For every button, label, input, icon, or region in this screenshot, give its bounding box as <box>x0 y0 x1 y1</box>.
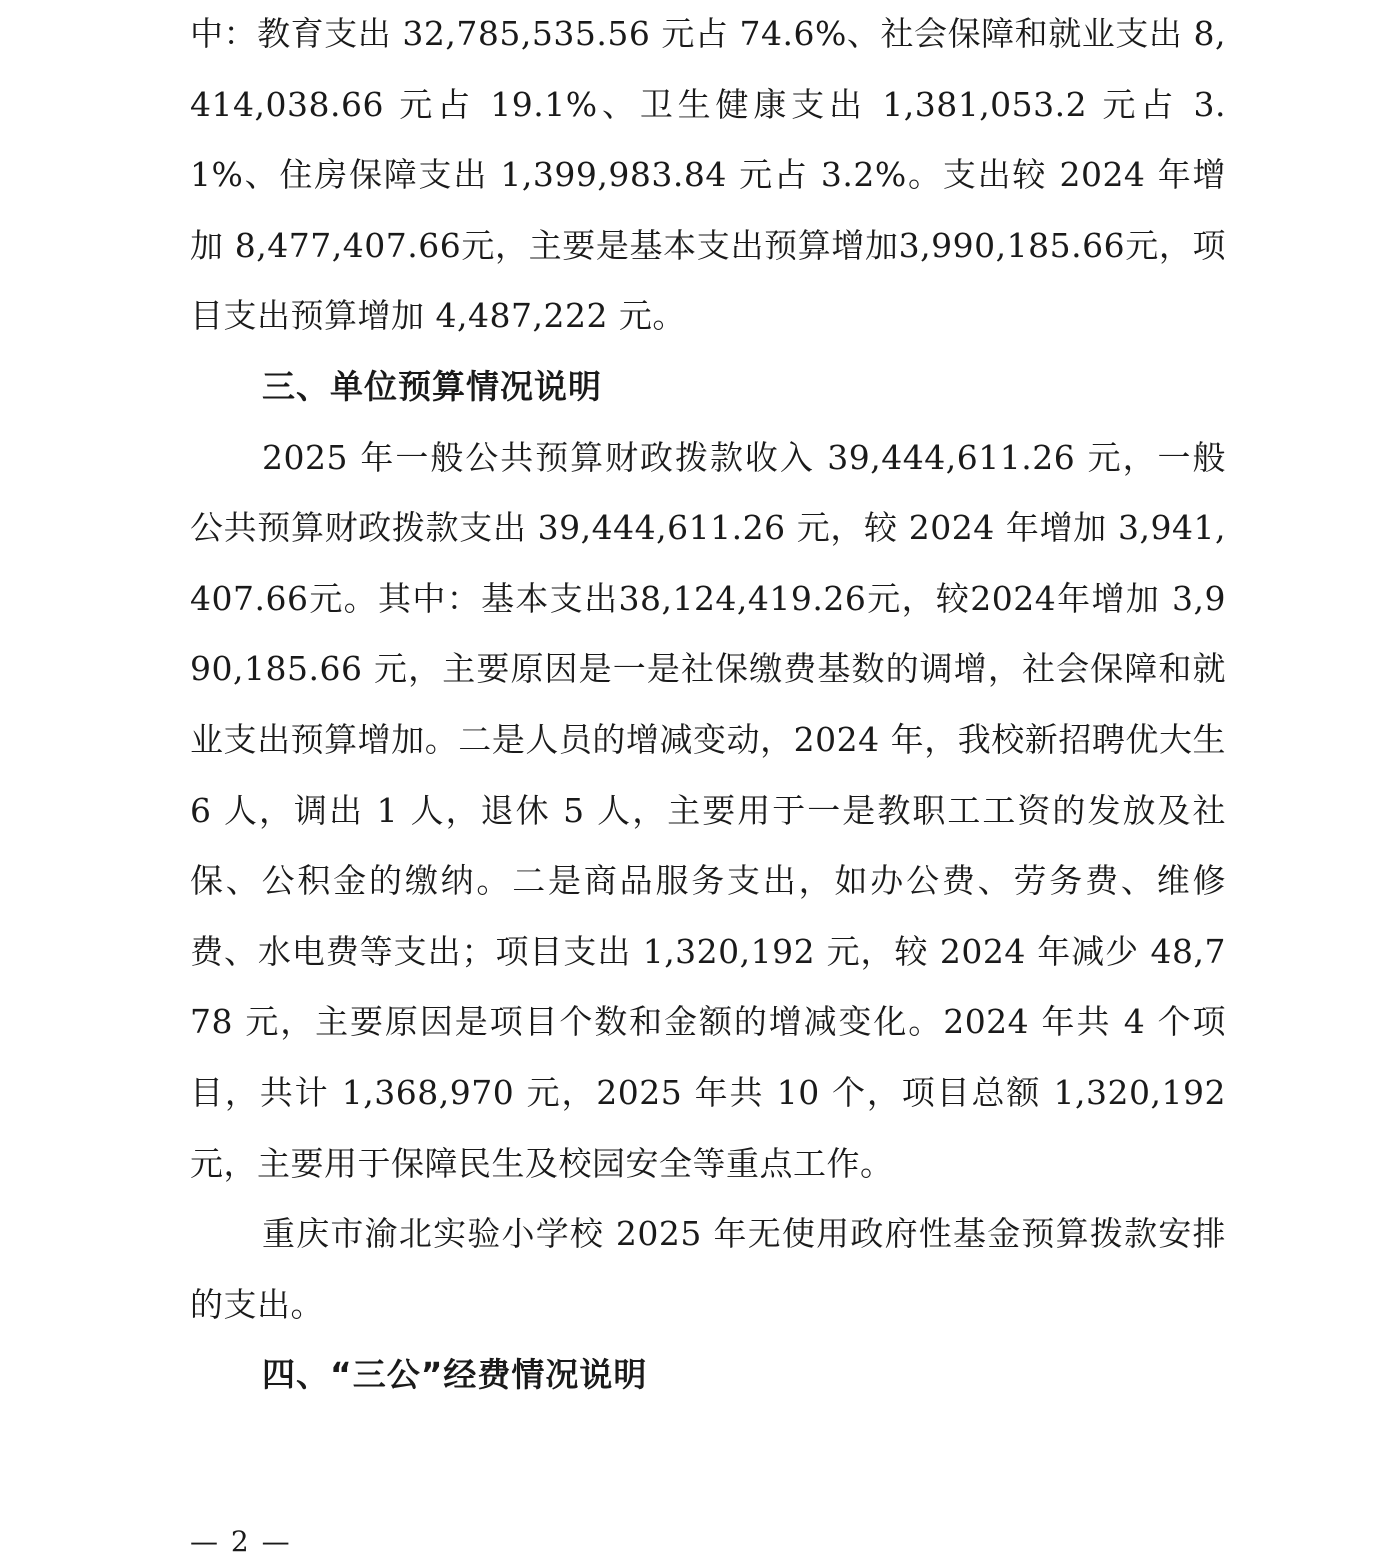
document-page <box>190 0 1226 1411</box>
paragraph-expenditure-breakdown: 中：教育支出 32,785,535.56 元占 74.6%、社会保障和就业支出 8,414,038.66 元占 19.1%、卫生健康支出 1,381,053.2 元占 3.1%、住房保障支出 1,399,983.84 元占 3.2%。支出较 2024 年增加 8,477,407.66元，主要是基本支出预算增加3,990,185.66元，项目支出预算增加 4,487,222 元。 <box>190 14 1226 336</box>
paragraph-general-public-budget: 2025 年一般公共预算财政拨款收入 39,444,611.26 元，一般公共预算财政拨款支出 39,444,611.26 元，较 2024 年增加 3,941,407.66元。其中：基本支出38,124,419.26元，较2024年增加 3,990,185.66 元，主要原因是一是社保缴费基数的调增，社会保障和就业支出预算增加。二是人员的增减变动，2024 年，我校新招聘优大生 6 人，调出 1 人，退休 5 人，主要用于一是教职工工资的发放及社保、公积金的缴纳。二是商品服务支出，如办公费、劳务费、维修费、水电费等支出；项目支出 1,320,192 元，较 2024 年减少 48,778 元，主要原因是项目个数和金额的增减变化。2024 年共 4 个项目，共计 1,368,970 元，2025 年共 10 个，项目总额 1,320,192 元，主要用于保障民生及校园安全等重点工作。 <box>190 437 1226 1183</box>
section-heading-unit-budget: 三、单位预算情况说明 <box>262 366 602 406</box>
paragraph-government-fund: 重庆市渝北实验小学校 2025 年无使用政府性基金预算拨款安排的支出。 <box>190 1214 1226 1324</box>
section-heading-three-public: 四、“三公”经费情况说明 <box>262 1355 648 1395</box>
page-number: — 2 — <box>190 1525 292 1558</box>
